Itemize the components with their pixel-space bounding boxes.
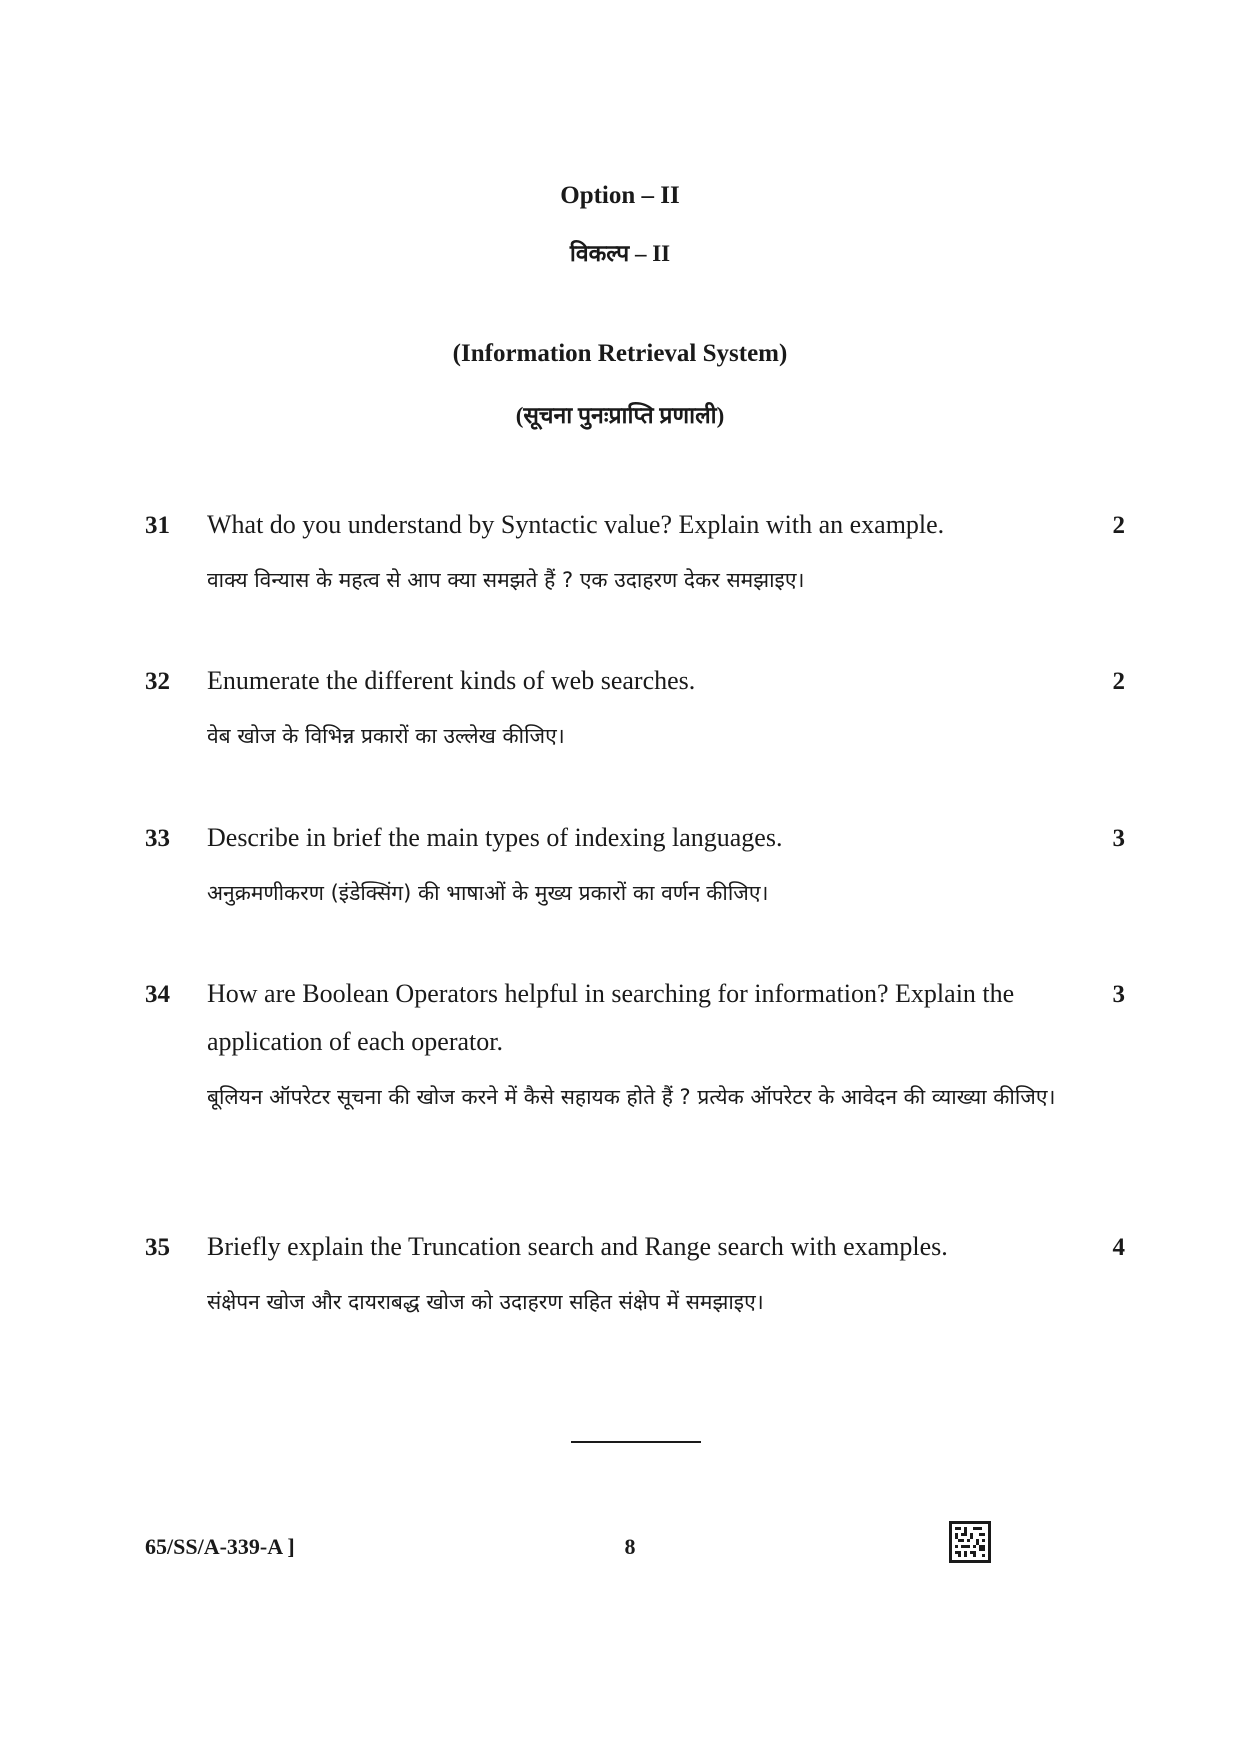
question-text-english: Describe in brief the main types of indexing languages. <box>207 823 783 852</box>
question-text-english: How are Boolean Operators helpful in searching for information? Explain the application of each operator. <box>207 979 1015 1056</box>
question-text-hindi: अनुक्रमणीकरण (इंडेक्सिंग) की भाषाओं के मुख्य प्रकारों का वर्णन कीजिए। <box>207 881 769 905</box>
end-divider <box>571 1441 701 1443</box>
question-number: 35 <box>145 1234 170 1261</box>
paper-code: 65/SS/A-339-A ] <box>145 1534 295 1559</box>
question-text-hindi: वेब खोज के विभिन्न प्रकारों का उल्लेख कीजिए। <box>207 724 565 748</box>
question-marks: 2 <box>1112 512 1125 539</box>
option-heading: Option – II <box>560 182 680 209</box>
option-heading-hindi: विकल्प – II <box>569 241 671 266</box>
question-text-english: Enumerate the different kinds of web searches. <box>207 666 696 695</box>
page-number: 8 <box>624 1534 636 1559</box>
question-number: 32 <box>145 668 170 695</box>
question-number: 31 <box>145 512 170 539</box>
question-text-english: What do you understand by Syntactic value? Explain with an example. <box>207 510 945 539</box>
question-text-english: Briefly explain the Truncation search and Range search with examples. <box>207 1232 948 1261</box>
question-marks: 2 <box>1112 668 1125 695</box>
question-marks: 3 <box>1112 825 1125 852</box>
question-text-hindi: वाक्य विन्यास के महत्व से आप क्या समझते हैं ? एक उदाहरण देकर समझाइए। <box>207 568 805 592</box>
question-text-hindi: संक्षेपन खोज और दायराबद्ध खोज को उदाहरण सहित संक्षेप में समझाइए। <box>207 1290 764 1314</box>
section-heading: (Information Retrieval System) <box>452 340 788 367</box>
section-heading-hindi: (सूचना पुनःप्राप्ति प्रणाली) <box>515 403 725 428</box>
question-number: 34 <box>145 981 170 1008</box>
question-text-hindi: बूलियन ऑपरेटर सूचना की खोज करने में कैसे सहायक होते हैं ? प्रत्येक ऑपरेटर के आवेदन की व्याख्या कीजिए। <box>207 1085 1056 1109</box>
qr-code-icon <box>949 1521 991 1563</box>
question-marks: 4 <box>1112 1234 1125 1261</box>
question-marks: 3 <box>1112 981 1125 1008</box>
question-number: 33 <box>145 825 170 852</box>
